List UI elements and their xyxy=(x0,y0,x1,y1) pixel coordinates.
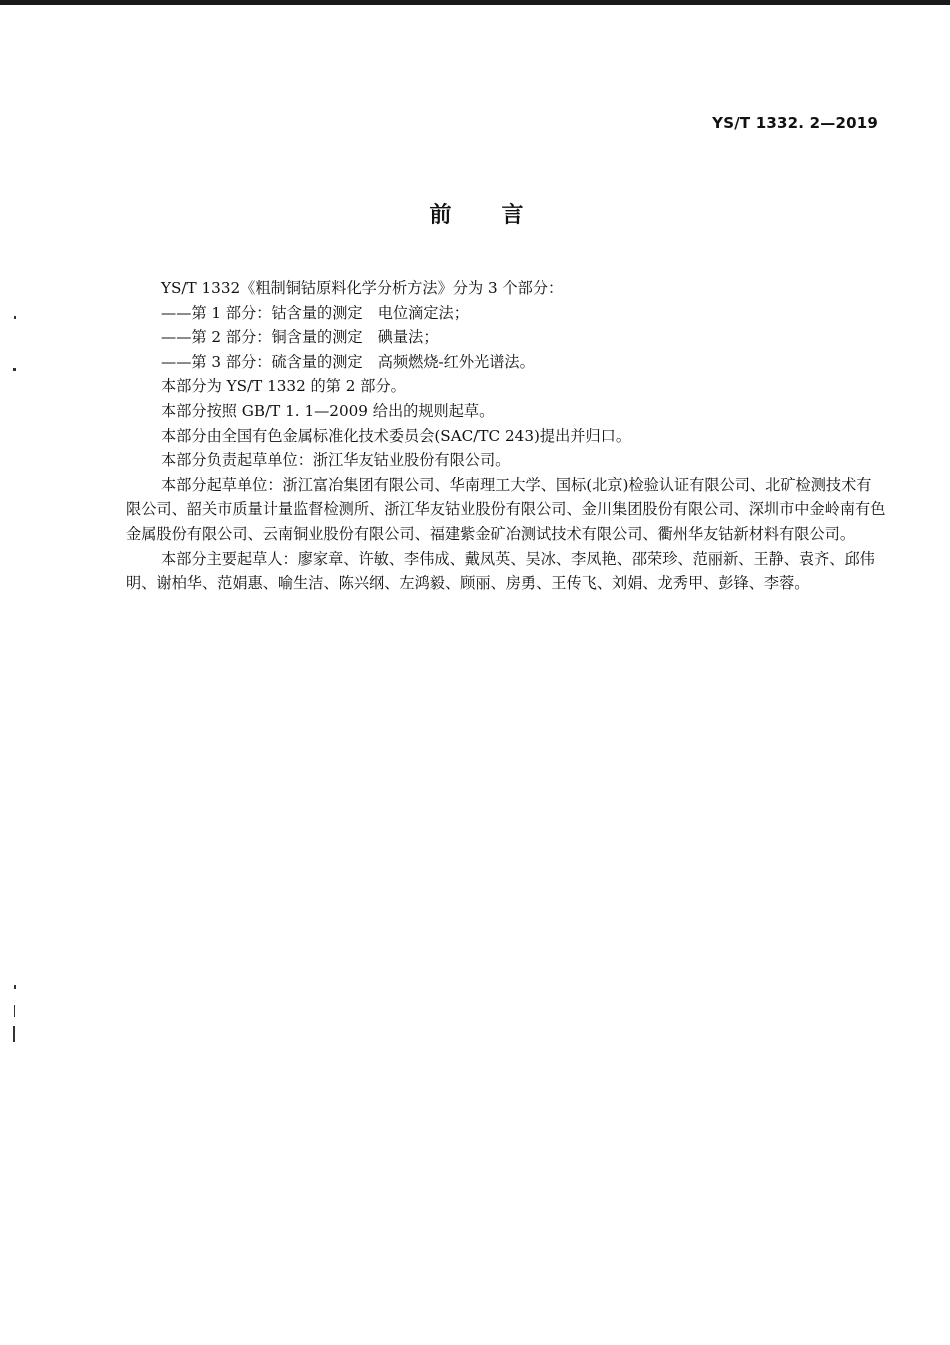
drafting-rules-statement: 本部分按照 GB/T 1. 1—2009 给出的规则起草。 xyxy=(161,401,495,420)
part-1-item: ——第 1 部分：钴含量的测定 电位滴定法； xyxy=(161,303,469,322)
responsible-drafter-statement: 本部分负责起草单位：浙江华友钴业股份有限公司。 xyxy=(161,451,511,470)
part-3-item: ——第 3 部分：硫含量的测定 高频燃烧-红外光谱法。 xyxy=(161,352,535,371)
part-statement: 本部分为 YS/T 1332 的第 2 部分。 xyxy=(161,377,406,396)
scan-speck xyxy=(13,1026,15,1042)
page-title: 前言 xyxy=(429,203,574,228)
intro-paragraph: YS/T 1332《粗制铜钴原料化学分析方法》分为 3 个部分： xyxy=(161,279,564,297)
standard-number: YS/T 1332. 2—2019 xyxy=(712,114,878,132)
top-border-rule xyxy=(0,0,950,5)
proposer-statement: 本部分由全国有色金属标准化技术委员会(SAC/TC 243)提出并归口。 xyxy=(161,426,632,445)
part-2-item: ——第 2 部分：铜含量的测定 碘量法； xyxy=(161,328,439,347)
main-drafters-statement: 本部分主要起草人：廖家章、许敏、李伟成、戴凤英、吴冰、李凤艳、邵荣珍、范丽新、王静、袁齐、邱伟明、谢柏华、范娟惠、喻生洁、陈兴纲、左鸿毅、顾丽、房勇、王传飞、刘娟、龙秀甲、彭锋、李蓉。 xyxy=(126,549,875,593)
scan-speck xyxy=(14,985,16,989)
scan-speck xyxy=(14,316,16,319)
drafting-units-statement: 本部分起草单位：浙江富冶集团有限公司、华南理工大学、国标(北京)检验认证有限公司、北矿检测技术有限公司、韶关市质量计量监督检测所、浙江华友钴业股份有限公司、金川集团股份有限公司、深圳市中金岭南有色金属股份有限公司、云南铜业股份有限公司、福建紫金矿冶测试技术有限公司、衢州华友钴新材料有限公司。 xyxy=(126,475,886,543)
scan-speck xyxy=(14,1005,15,1017)
scan-speck xyxy=(13,368,16,371)
preface-body xyxy=(126,276,886,596)
